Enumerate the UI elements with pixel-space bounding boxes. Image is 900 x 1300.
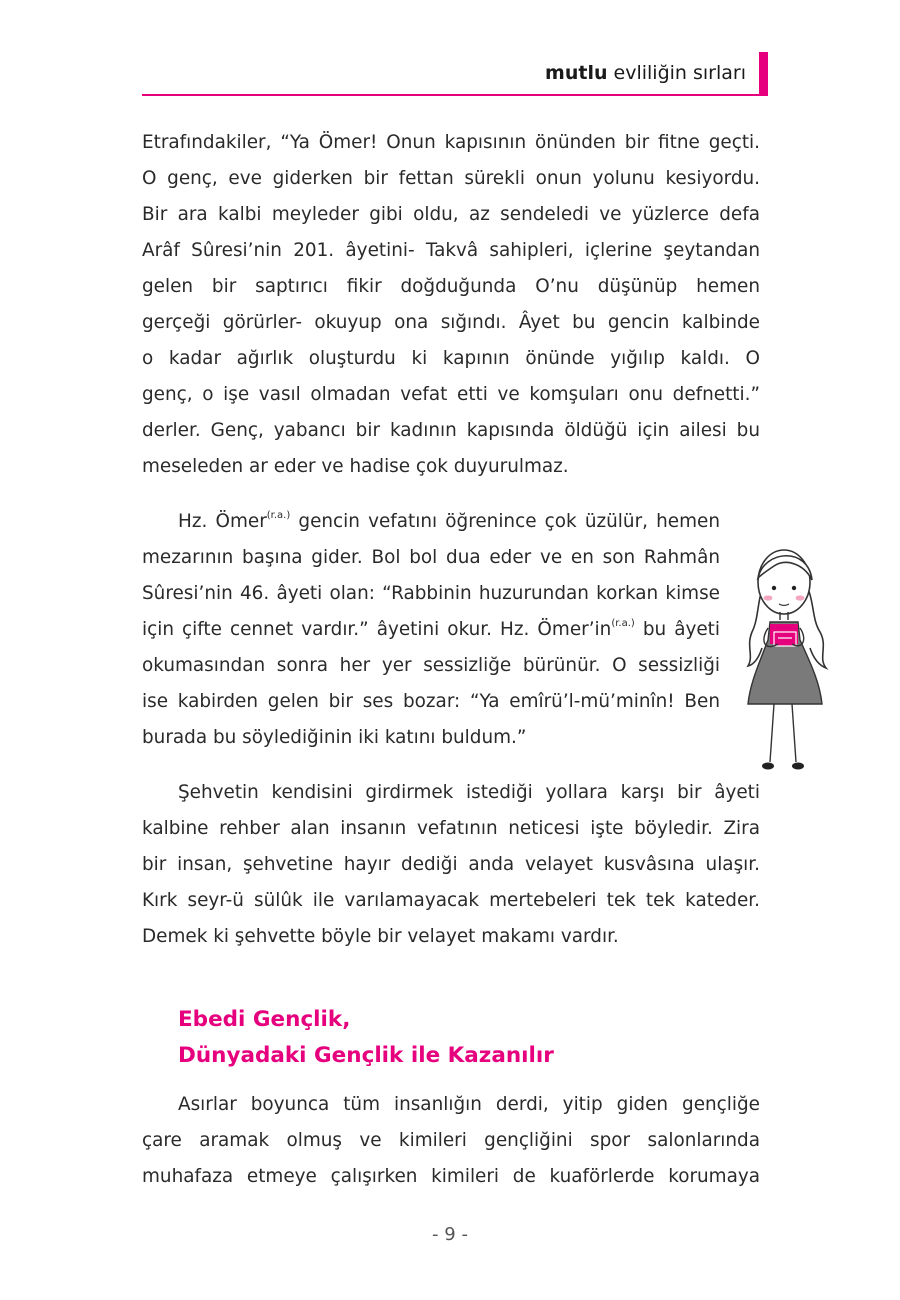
text-line: muhafaza etmeye çalışırken kimileri de kuaförlerde korumaya — [142, 1166, 760, 1187]
running-header — [142, 52, 768, 96]
text-line: Bir ara kalbi meyleder gibi oldu, az sendeledi ve yüzlerce defa — [142, 204, 760, 225]
header-accent-bar — [759, 52, 768, 94]
paragraph-2 — [142, 504, 720, 756]
text-line: Etrafındakiler, “Ya Ömer! Onun kapısının önünden bir fitne geçti. — [142, 132, 760, 153]
girl-illustration — [738, 536, 834, 780]
text-line: bir insan, şehvetine hayır dediği anda velayet kusvâsına ulaşır. — [142, 854, 760, 875]
text-line: için çifte cennet vardır.” âyetini okur. Hz. $Ömer’in^{(r.a.)}$ bu âyeti — [142, 618, 720, 640]
page-number: - 9 - — [432, 1224, 468, 1245]
book-title: mutlu evliliğin sırları — [545, 62, 746, 84]
text-line: genç, o işe vasıl olmadan vefat etti ve komşuları onu defnetti.” — [142, 384, 760, 405]
text-line: meseleden ar eder ve hadise çok duyurulmaz. — [142, 456, 569, 477]
text-line: burada bu söylediğinin iki katını buldum.” — [142, 727, 527, 748]
text-line: kalbine rehber alan insanın vefatının neticesi işte böyledir. Zira — [142, 818, 760, 839]
text-line: Hz. Ömer$^{(r.a.)}$ gencin vefatını öğrenince çok üzülür, hemen — [178, 510, 720, 532]
paragraph-3 — [142, 775, 760, 955]
text-line: Arâf Sûresi’nin 201. âyetini- Takvâ sahipleri, içlerine şeytandan — [142, 240, 760, 261]
text-line: Demek ki şehvette böyle bir velayet makamı vardır. — [142, 926, 619, 947]
text-line: okumasından sonra her yer sessizliğe bürünür. O sessizliği — [142, 655, 720, 676]
text-line: çare aramak olmuş ve kimileri gençliğini spor salonlarında — [142, 1130, 760, 1151]
text-line: Sûresi’nin 46. âyeti olan: “Rabbinin huzurundan korkan kimse — [142, 583, 720, 604]
section-heading-line-2: Dünyadaki Gençlik ile Kazanılır — [178, 1043, 554, 1068]
header-rule — [142, 94, 768, 96]
text-line: Şehvetin kendisini girdirmek istediği yollara karşı bir âyeti — [178, 782, 760, 803]
paragraph-1 — [142, 125, 760, 485]
text-line: Asırlar boyunca tüm insanlığın derdi, yitip giden gençliğe — [178, 1094, 760, 1115]
text-line: gelen bir saptırıcı fikir doğduğunda O’nu düşünüp hemen — [142, 276, 760, 297]
text-line: gerçeği görürler- okuyup ona sığındı. Âyet bu gencin kalbinde — [142, 312, 760, 333]
text-line: o kadar ağırlık oluşturdu ki kapının önünde yığılıp kaldı. O — [142, 348, 760, 369]
section-heading-line-1: Ebedi Gençlik, — [178, 1007, 351, 1032]
paragraph-4 — [142, 1087, 760, 1195]
text-line: O genç, eve giderken bir fettan sürekli onun yolunu kesiyordu. — [142, 168, 760, 189]
text-line: ise kabirden gelen bir ses bozar: “Ya emîrü’l-mü’minîn! Ben — [142, 691, 720, 712]
text-line: Kırk seyr-ü sülûk ile varılamayacak mertebeleri tek tek kateder. — [142, 890, 760, 911]
text-line: derler. Genç, yabancı bir kadının kapısında öldüğü için ailesi bu — [142, 420, 760, 441]
text-line: mezarının başına gider. Bol bol dua eder ve en son Rahmân — [142, 547, 720, 568]
